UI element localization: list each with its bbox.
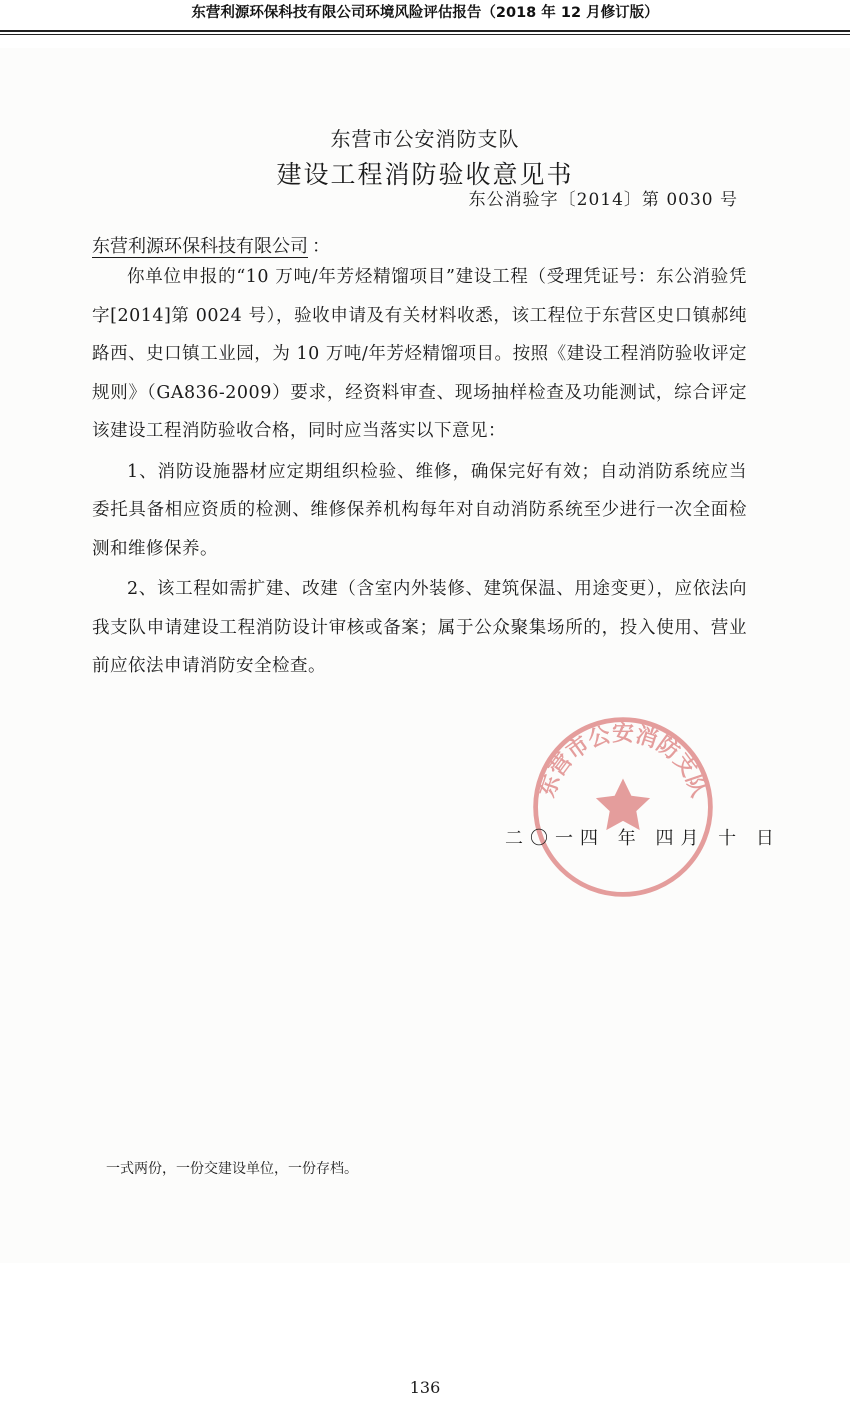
document-number: 东公消验字〔2014〕第 0030 号 [468,190,738,210]
header-rule-thin [0,34,850,35]
issue-date: 二〇一四 年 四月 十 日 [505,828,781,849]
paragraph-item-1: 1、消防设施器材应定期组织检验、维修，确保完好有效；自动消防系统应当委托具备相应资质的检测、维修保养机构每年对自动消防系统至少进行一次全面检测和维修保养。 [92,461,747,559]
paragraph-item-2: 2、该工程如需扩建、改建（含室内外装修、建筑保温、用途变更），应依法向我支队申请建设工程消防设计审核或备案；属于公众聚集场所的，投入使用、营业前应依法申请消防安全检查。 [92,579,747,676]
copies-note: 一式两份，一份交建设单位，一份存档。 [106,1161,358,1177]
page-number: 136 [409,1378,441,1397]
paragraph-intro: 你单位申报的“10 万吨/年芳烃精馏项目”建设工程（受理凭证号：东公消验凭字[2014]第 0024 号），验收申请及有关材料收悉，该工程位于东营区史口镇郝纯路西、史口镇工业园，为 10 万吨/年芳烃精馏项目。按照《建设工程消防验收评定规则》（GA836-2009）要求，经资料审查、现场抽样检查及功能测试，综合评定该建设工程消防验收合格，同时应当落实以下意见： [92,267,747,441]
document-title: 建设工程消防验收意见书 [276,160,574,189]
recipient-colon: ： [312,236,330,257]
issuing-agency: 东营市公安消防支队 [330,127,520,151]
report-header: 东营利源环保科技有限公司环境风险评估报告（2018 年 12 月修订版） [191,5,659,21]
seal-star-icon [596,779,650,831]
recipient-line [92,232,330,258]
seal-text: 东营市公安消防支队 [533,720,713,801]
recipient-name: 东营利源环保科技有限公司 [92,236,308,257]
official-seal-stamp [528,712,718,902]
body-text [92,258,747,686]
header-rule [0,30,850,32]
